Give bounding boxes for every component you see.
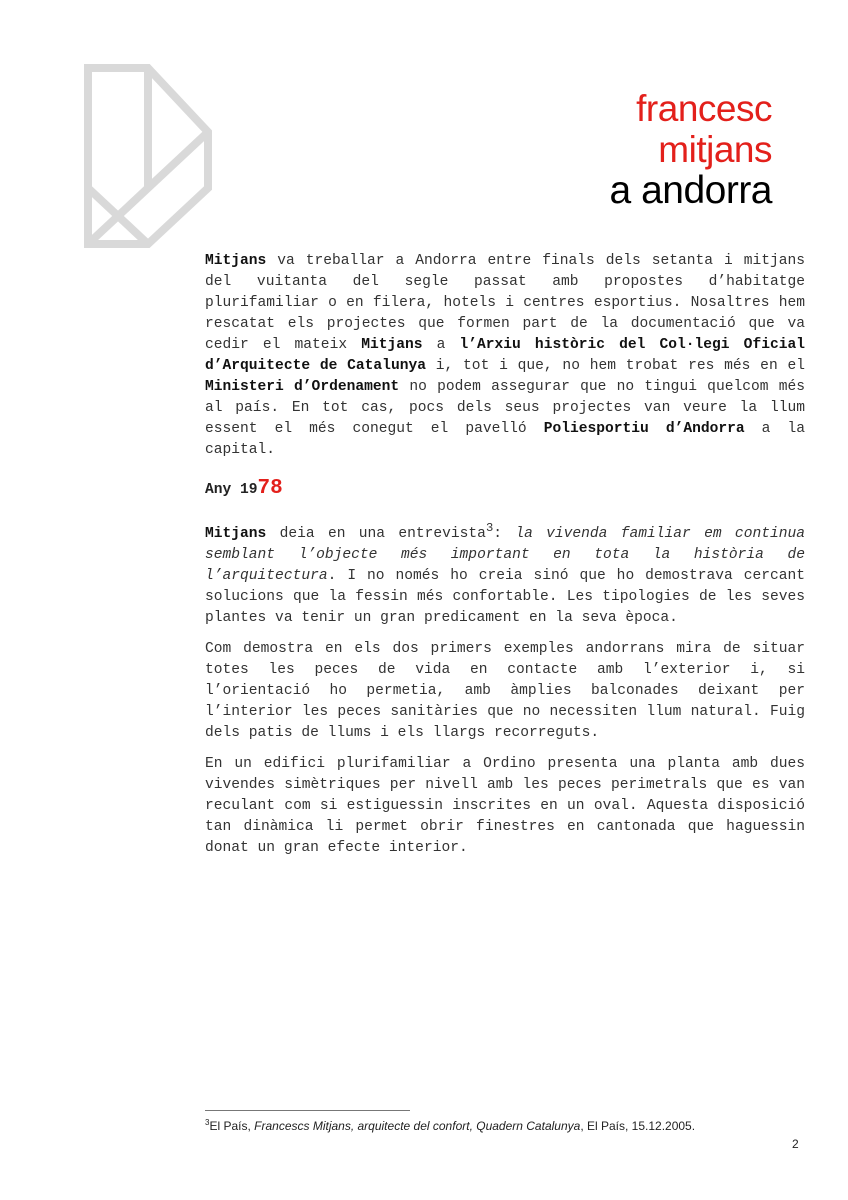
footnote-number: 3	[205, 1118, 210, 1127]
bold-text: Mitjans	[361, 337, 423, 353]
interview-paragraph	[205, 518, 805, 629]
text: i, tot i que, no hem trobat res més en el	[425, 358, 805, 374]
title-line-francesc: francesc	[636, 88, 772, 129]
text: deia en una entrevista	[266, 525, 486, 542]
page-number: 2	[792, 1137, 799, 1151]
bold-text: Mitjans	[205, 253, 267, 269]
title-line-mitjans: mitjans	[658, 129, 772, 170]
footnote	[205, 1118, 695, 1133]
hexagon-logo-icon	[80, 60, 216, 257]
title-line-andorra: a andorra	[609, 169, 772, 212]
document-title	[610, 88, 772, 211]
bold-text: Ministeri d’Ordenament	[205, 379, 400, 395]
footnote-separator	[205, 1110, 410, 1111]
bold-text: l’Arxiu històric del Col·legi Oficial d’Arquitecte de Catalunya	[205, 337, 805, 374]
bold-text: Poliesportiu d’Andorra	[543, 421, 745, 437]
text: a la capital.	[205, 421, 805, 458]
footnote-ref[interactable]: 3	[485, 521, 494, 535]
text: :	[493, 525, 516, 542]
year-prefix: Any 19	[205, 482, 258, 498]
text: a	[422, 337, 460, 353]
text: . I no només ho creia sinó que ho demostrava cercant solucions que la fessin més confortable. Les tipologies de les seves plantes va tenir un gran predicament en la seva època.	[205, 567, 805, 626]
text: , El País, 15.12.2005.	[580, 1119, 696, 1133]
text: va treballar a Andorra entre finals dels setanta i mitjans del vuitanta del segle passat amb propostes d’habitatge plurifamiliar o en filera, hotels i centres esportius. Nosaltres hem rescatat els projectes que formen part de la documentació que va cedir el mateix	[205, 253, 805, 353]
footnote-italic: Francescs Mitjans, arquitecte del confort, Quadern Catalunya	[254, 1119, 581, 1133]
main-content	[205, 251, 805, 869]
text: no podem assegurar que no tingui quelcom més al país. En tot cas, pocs dels seus projectes van veure la llum essent el més conegut el pavelló	[205, 379, 805, 437]
text: El País,	[209, 1119, 255, 1133]
year-heading	[205, 475, 805, 504]
paragraph-3: Com demostra en els dos primers exemples andorrans mira de situar totes les peces de vida en contacte amb l’exterior i, si l’orientació ho permetia, amb àmplies balconades deixant per l’interior les peces sanitàries que no necessiten llum natural. Fuig dels patis de llums i els llargs recorreguts.	[205, 640, 805, 741]
bold-text: Mitjans	[205, 525, 267, 542]
paragraph-4: En un edifici plurifamiliar a Ordino presenta una planta amb dues vivendes simètriques per nivell amb les peces perimetrals que es van reculant com si estiguessin inscrites en un oval. Aquesta disposició tan dinàmica li permet obrir finestres en cantonada que haguessin donat un gran efecte interior.	[205, 755, 805, 856]
quote-text: la vivenda familiar em continua semblant l’objecte més important en tota la història de l’arquitectura	[205, 525, 805, 584]
intro-paragraph	[205, 251, 805, 461]
year-suffix: 78	[257, 477, 283, 500]
